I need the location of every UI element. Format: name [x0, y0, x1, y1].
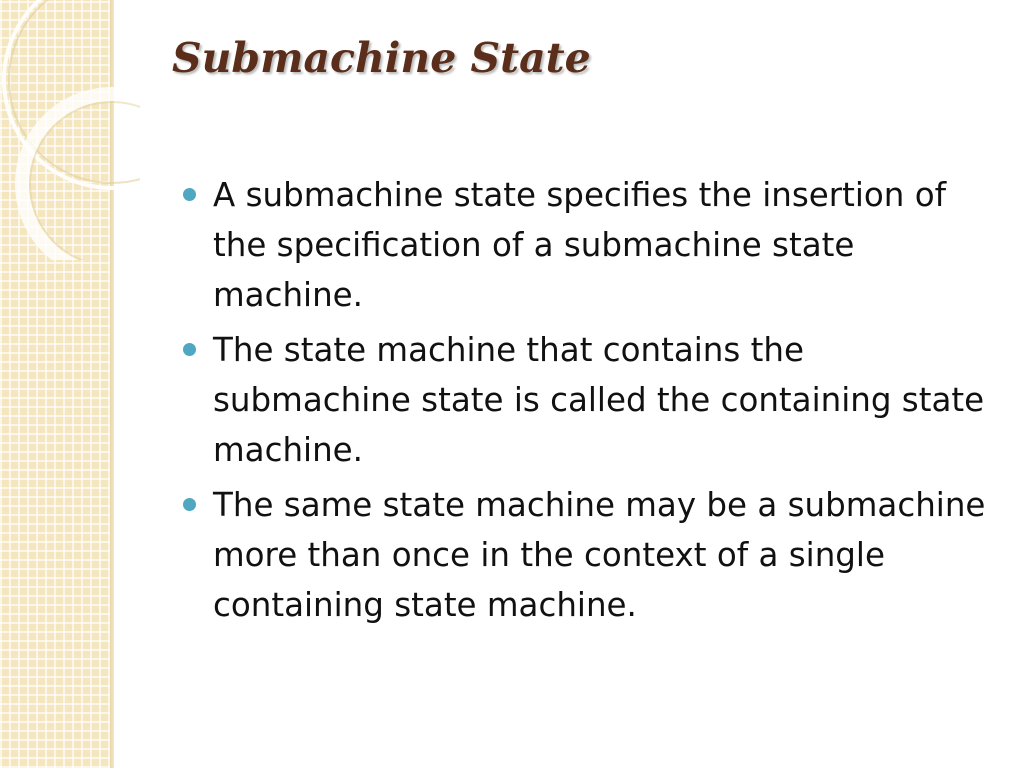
- bullet-text: The state machine that contains the submachine state is called the containing state machine.: [213, 331, 985, 469]
- bullet-list: [180, 170, 1000, 635]
- bullet-dot-icon: [183, 498, 196, 511]
- bullet-text: A submachine state specifies the insertion of the specification of a submachine state machine.: [213, 176, 947, 314]
- bullet-item: [180, 170, 1000, 320]
- bullet-text: The same state machine may be a submachine more than once in the context of a single containing state machine.: [213, 486, 986, 624]
- slide-title: Submachine State: [172, 34, 591, 82]
- decorative-rings: [0, 0, 140, 260]
- bullet-item: [180, 325, 1000, 475]
- bullet-item: [180, 480, 1000, 630]
- bullet-dot-icon: [183, 343, 196, 356]
- bullet-dot-icon: [183, 188, 196, 201]
